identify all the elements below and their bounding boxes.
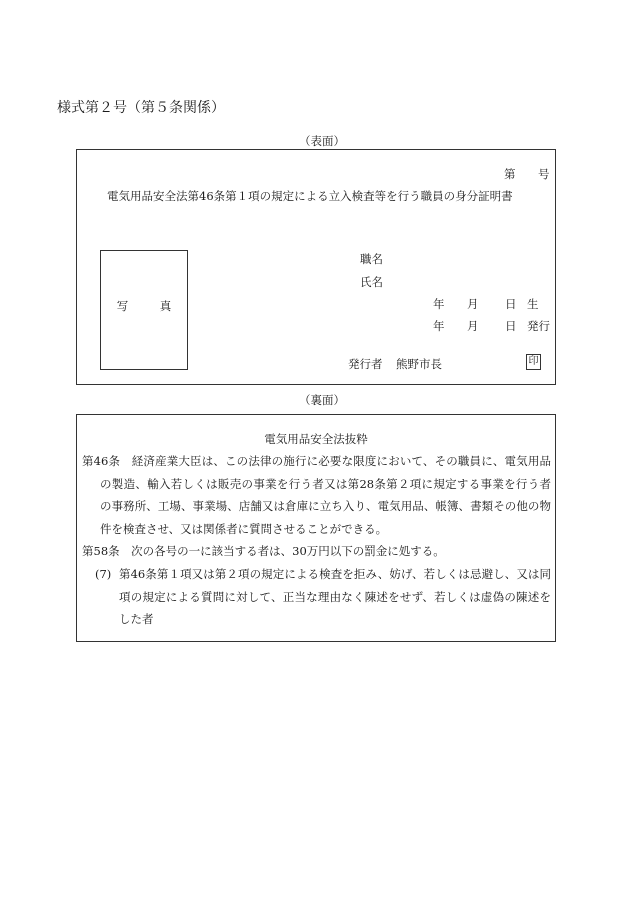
issuer-name: 熊野市長: [396, 357, 442, 371]
photo-frame: [100, 250, 188, 370]
number-prefix: 第: [504, 167, 516, 181]
article-46-text: 第46条 経済産業大臣は、この法律の施行に必要な限度において、その職員に、電気用品の製造、輸入若しくは販売の事業を行う者又は第28条第２項に規定する事業を行う者の事務所、工場、事業場、店舗又は倉庫に立ち入り、電気用品、帳簿、書類その他の物件を検査させ、又は関係者に質問させることができる。: [82, 454, 551, 536]
seal-stamp: 印: [526, 354, 541, 370]
birth-year: 年: [433, 297, 445, 311]
certificate-heading: 電気用品安全法第46条第１項の規定による立入検査等を行う職員の身分証明書: [107, 189, 513, 203]
id-card-back: [76, 414, 556, 642]
photo-label: 写 真: [116, 299, 182, 313]
issue-month: 月: [467, 319, 479, 333]
issue-year: 年: [433, 319, 445, 333]
article-58-text: 第58条 次の各号の一に該当する者は、30万円以下の罰金に処する。: [82, 544, 445, 558]
name-label: 氏名: [360, 275, 383, 289]
issuer-label: 発行者: [348, 357, 383, 371]
birth-suffix: 生: [527, 297, 539, 311]
form-title: 様式第２号（第５条関係）: [57, 100, 225, 116]
item-7: [95, 563, 551, 631]
law-excerpt-title: 電気用品安全法抜粋: [264, 432, 368, 446]
id-card-front: [76, 149, 556, 385]
back-side-label: （裏面）: [299, 393, 345, 407]
issue-day: 日: [505, 319, 517, 333]
issue-suffix: 発行: [527, 319, 550, 333]
birth-day: 日: [505, 297, 517, 311]
position-label: 職名: [360, 252, 383, 266]
front-side-label: （表面）: [299, 134, 345, 148]
birth-month: 月: [467, 297, 479, 311]
item-7-number: (7): [95, 567, 112, 581]
item-7-text: 第46条第１項又は第２項の規定による検査を拒み、妨げ、若しくは忌避し、又は同項の規定による質問に対して、正当な理由なく陳述をせず、若しくは虚偽の陳述をした者: [119, 567, 551, 626]
number-suffix: 号: [538, 167, 550, 181]
